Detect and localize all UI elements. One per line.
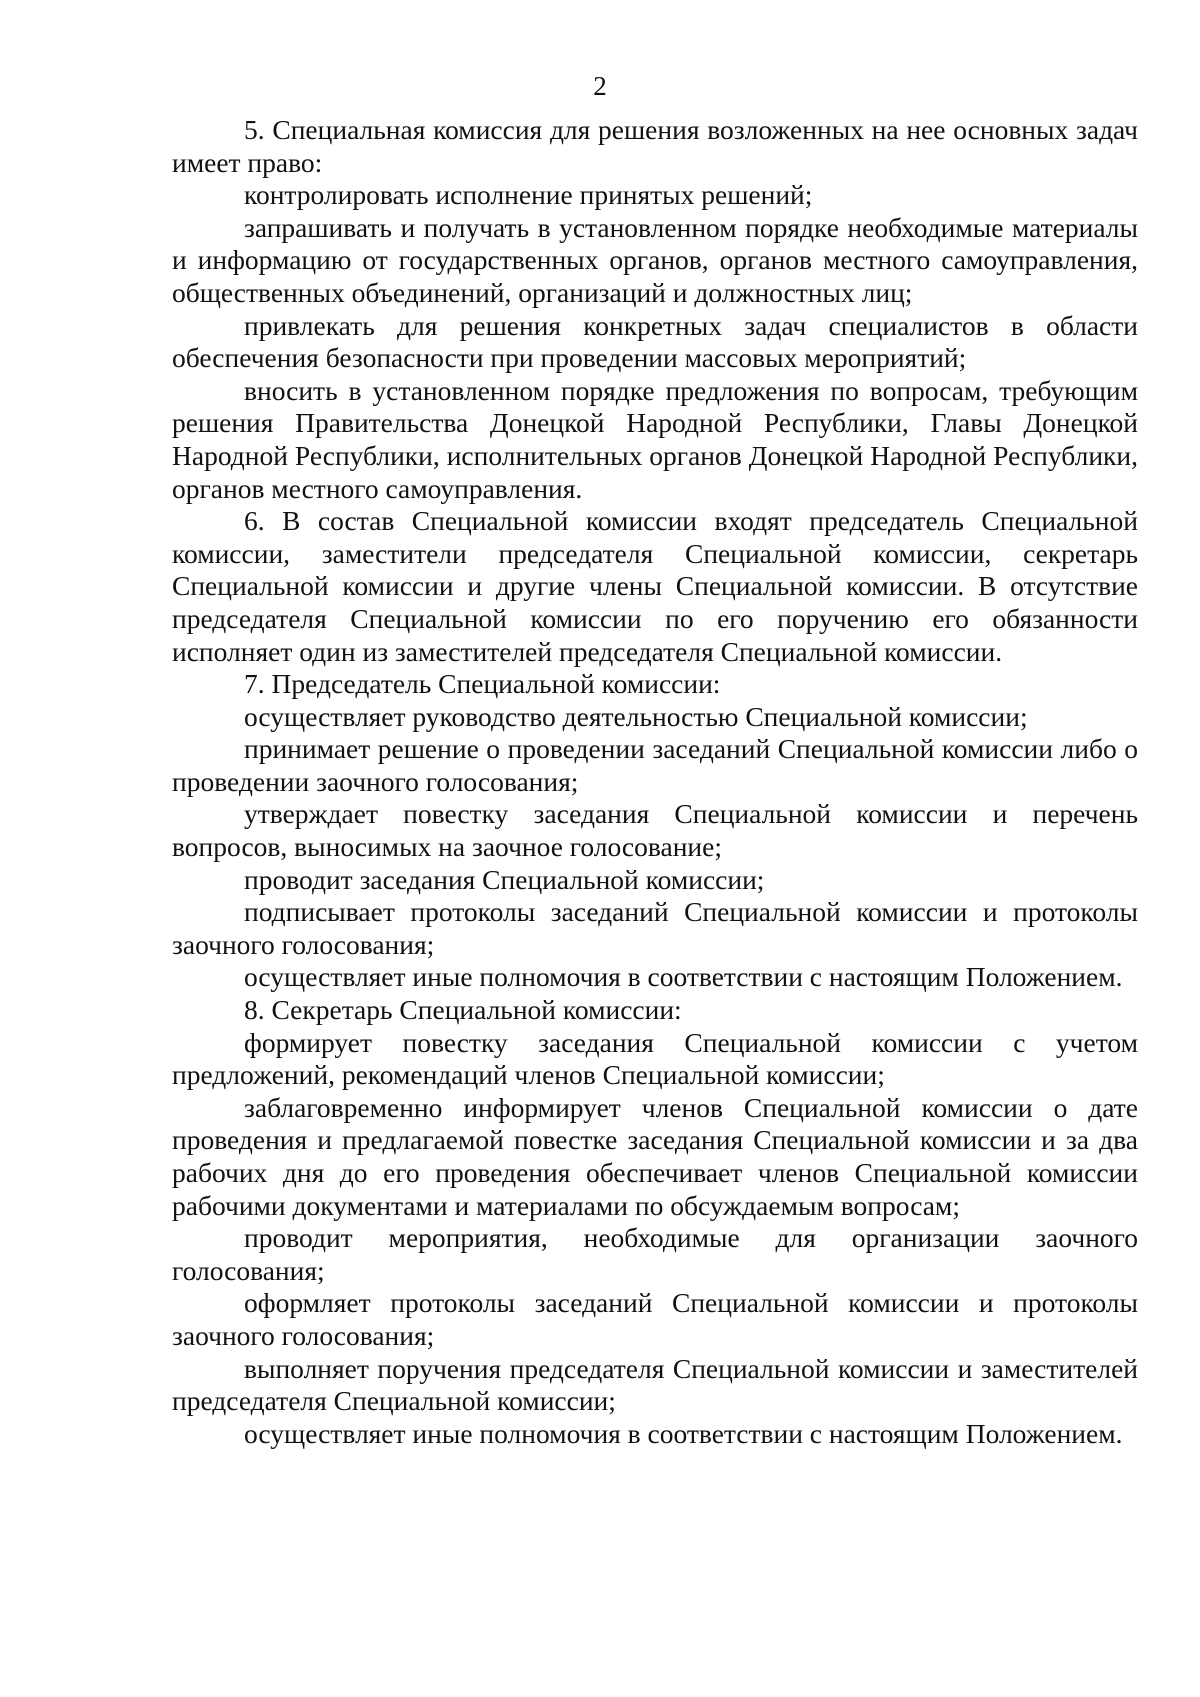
document-body <box>172 114 1138 1450</box>
paragraph-7-item-decide: принимает решение о проведении заседаний Специальной комиссии либо о проведении заочного голосования; <box>172 733 1138 797</box>
paragraph-5-intro: 5. Специальная комиссия для решения возложенных на нее основных задач имеет право: <box>172 114 1138 178</box>
paragraph-7-intro: 7. Председатель Специальной комиссии: <box>244 668 721 700</box>
paragraph-5-item-control: контролировать исполнение принятых решений; <box>244 179 813 211</box>
paragraph-8-item-other: осуществляет иные полномочия в соответствии с настоящим Положением. <box>244 1417 1123 1449</box>
page-number: 2 <box>593 71 607 101</box>
paragraph-7-item-conduct: проводит заседания Специальной комиссии; <box>244 863 765 895</box>
paragraph-8-item-minutes: оформляет протоколы заседаний Специальной комиссии и протоколы заочного голосования; <box>172 1287 1138 1351</box>
paragraph-7-item-approve: утверждает повестку заседания Специальной комиссии и перечень вопросов, выносимых на заочное голосование; <box>172 798 1138 863</box>
paragraph-5-item-involve: привлекать для решения конкретных задач специалистов в области обеспечения безопасности при проведении массовых мероприятий; <box>172 309 1138 374</box>
paragraph-8-item-agenda: формирует повестку заседания Специальной комиссии с учетом предложений, рекомендаций членов Специальной комиссии; <box>172 1026 1138 1091</box>
paragraph-8-item-voting: проводит мероприятия, необходимые для организации заочного голосования; <box>172 1222 1138 1286</box>
paragraph-8-intro: 8. Секретарь Специальной комиссии: <box>244 994 682 1026</box>
paragraph-5-item-request: запрашивать и получать в установленном порядке необходимые материалы и информацию от государственных органов, органов местного самоуправления, общественных объединений, организаций и должностных лиц; <box>172 211 1138 308</box>
paragraph-8-item-instructions: выполняет поручения председателя Специальной комиссии и заместителей председателя Специальной комиссии; <box>172 1352 1138 1417</box>
paragraph-7-item-other: осуществляет иные полномочия в соответствии с настоящим Положением. <box>244 961 1123 993</box>
paragraph-7-item-sign: подписывает протоколы заседаний Специальной комиссии и протоколы заочного голосования; <box>172 896 1138 960</box>
paragraph-6: 6. В состав Специальной комиссии входят председатель Специальной комиссии, заместители председателя Специальной комиссии, секретарь Специальной комиссии и другие члены Специальной комиссии. В отсутствие председателя Специальной комиссии по его поручению его обязанности исполняет один из заместителей председателя Специальной комиссии. <box>172 505 1138 667</box>
paragraph-8-item-inform: заблаговременно информирует членов Специальной комиссии о дате проведения и предлагаемой повестке заседания Специальной комиссии и за два рабочих дня до его проведения обеспечивает членов Специальной комиссии рабочими документами и материалами по обсуждаемым вопросам; <box>172 1091 1138 1221</box>
paragraph-7-item-lead: осуществляет руководство деятельностью Специальной комиссии; <box>244 700 1028 732</box>
paragraph-5-item-propose: вносить в установленном порядке предложения по вопросам, требующим решения Правительства Донецкой Народной Республики, Главы Донецкой Народной Республики, исполнительных органов Донецкой Народной Республики, органов местного самоуправления. <box>172 374 1138 504</box>
